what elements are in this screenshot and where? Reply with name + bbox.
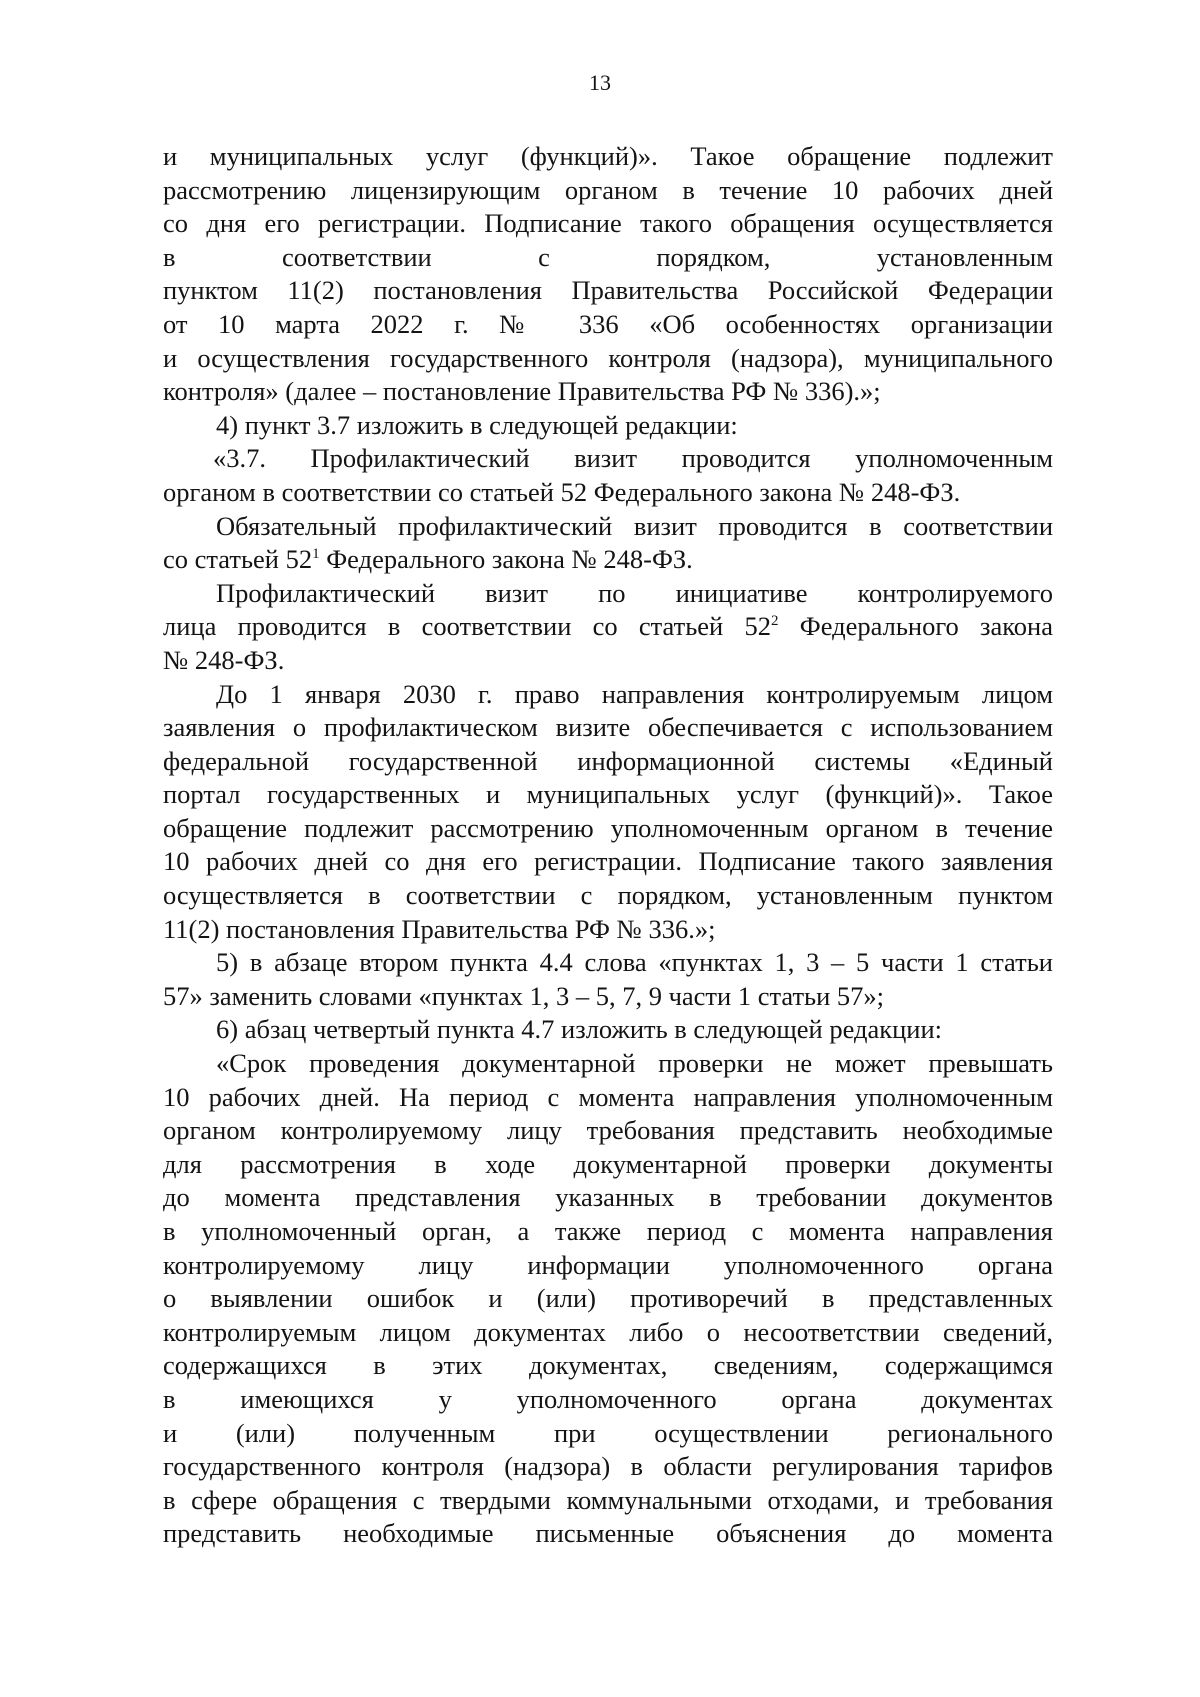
text-line: для рассмотрения в ходе документарной проверки документы [163,1148,1053,1179]
text-line: в имеющихся у уполномоченного органа документах [163,1383,1053,1414]
text-line: Профилактический визит по инициативе контролируемого [216,577,1053,608]
text-line: 11(2) постановления Правительства РФ № 336.»; [163,913,716,944]
text-line: «Срок проведения документарной проверки не может превышать [216,1048,1053,1079]
text-fragment: Федерального закона № 248-ФЗ. [319,544,693,575]
text-line: и муниципальных услуг (функций)». Такое обращение подлежит [163,141,1053,171]
text-fragment: со статьей 52 [163,544,313,575]
text-line: федеральной государственной информационной системы «Единый [163,745,1053,776]
text-line: 57» заменить словами «пунктах 1, 3 – 5, 7, 9 части 1 статьи 57»; [163,980,885,1011]
text-line: со дня его регистрации. Подписание такого обращения осуществляется [163,208,1053,239]
page-number: 13 [589,70,611,95]
text-line: органом в соответствии со статьей 52 Федерального закона № 248-ФЗ. [163,476,961,507]
text-line: контролируемому лицу информации уполномоченного органа [163,1249,1053,1280]
text-line: контролируемым лицом документах либо о несоответствии сведений, [163,1316,1053,1347]
text-line: До 1 января 2030 г. право направления контролируемым лицом [216,678,1053,709]
text-line: портал государственных и муниципальных услуг (функций)». Такое [163,779,1053,810]
text-line: и осуществления государственного контроля (надзора), муниципального [163,342,1053,373]
text-line: о выявлении ошибок и (или) противоречий в представленных [163,1283,1053,1314]
text-line: «3.7. Профилактический визит проводится уполномоченным [213,443,1053,474]
document-body [163,140,1053,1551]
text-line: государственного контроля (надзора) в области регулирования тарифов [163,1451,1053,1482]
text-line: до момента представления указанных в требовании документов [163,1182,1053,1213]
text-line: содержащихся в этих документах, сведениям, содержащимся [163,1350,1053,1381]
text-line: и (или) полученным при осуществлении регионального [163,1417,1053,1448]
text-line: представить необходимые письменные объяснения до момента [163,1518,1053,1549]
text-line: контроля» (далее – постановление Правительства РФ № 336).»; [163,376,881,407]
text-line: от 10 марта 2022 г. № 336 «Об особенностях организации [163,308,1053,339]
text-line: органом контролируемому лицу требования представить необходимые [163,1115,1053,1146]
text-line [163,543,1053,577]
text-line: Обязательный профилактический визит проводится в соответствии [216,510,1053,541]
text-line: пунктом 11(2) постановления Правительства Российской Федерации [163,275,1053,306]
text-fragment: Федерального закона [778,611,1053,642]
superscript: 2 [771,613,779,630]
text-line: 4) пункт 3.7 изложить в следующей редакции: [216,409,738,440]
text-line: № 248-ФЗ. [163,644,285,675]
text-line: обращение подлежит рассмотрению уполномоченным органом в течение [163,812,1053,843]
text-line: 10 рабочих дней. На период с момента направления уполномоченным [163,1081,1053,1112]
text-line [163,610,1053,644]
superscript: 1 [312,546,320,563]
text-line: 5) в абзаце втором пункта 4.4 слова «пунктах 1, 3 – 5 части 1 статьи [216,947,1053,978]
text-line: рассмотрению лицензирующим органом в течение 10 рабочих дней [163,174,1053,205]
text-line: 10 рабочих дней со дня его регистрации. Подписание такого заявления [163,846,1053,877]
text-line: 6) абзац четвертый пункта 4.7 изложить в следующей редакции: [216,1014,943,1045]
text-line: в уполномоченный орган, а также период с момента направления [163,1216,1053,1246]
text-fragment: лица проводится в соответствии со статьей 52 [163,611,771,642]
text-line: в сфере обращения с твердыми коммунальными отходами, и требования [163,1484,1053,1515]
text-line: осуществляется в соответствии с порядком, установленным пунктом [163,880,1053,911]
text-line: заявления о профилактическом визите обеспечивается с использованием [163,712,1053,743]
text-line: в соответствии с порядком, установленным [163,241,1053,272]
